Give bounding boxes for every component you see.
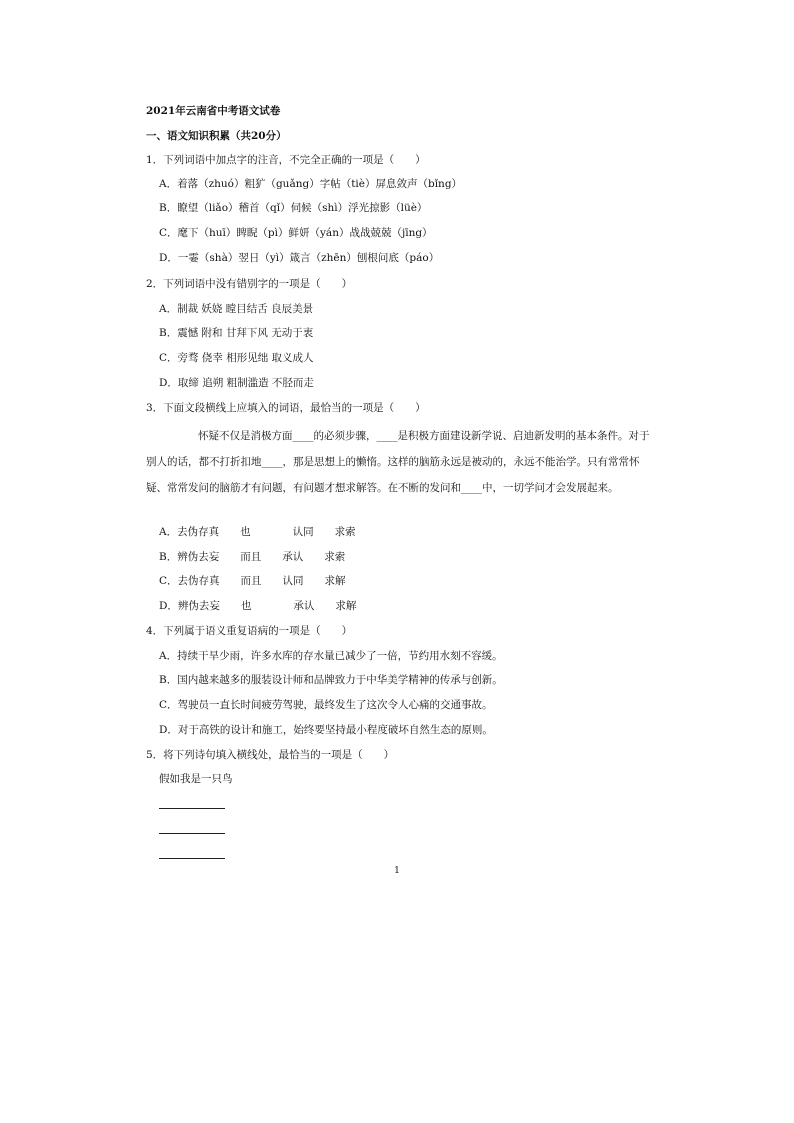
- question-4-option-b: B．国内越来越多的服装设计师和品牌致力于中华美学精神的传承与创新。: [159, 674, 503, 686]
- question-4-stem: 4．下列属于语义重复语病的一项是（ ）: [146, 625, 353, 637]
- question-3-option-d: D．辨伪去妄 也 承认 求解: [159, 600, 357, 612]
- question-2-option-b: B．震憾 附和 甘拜下风 无动于衷: [159, 327, 314, 339]
- question-1-option-a: A．着落（zhuó）粗犷（guǎng）字帖（tiè）屏息敛声（bǐng）: [159, 178, 463, 190]
- question-1-option-b: B．瞭望（liǎo）稽首（qǐ）伺候（shì）浮光掠影（lüè）: [159, 202, 428, 214]
- section-heading: 一、语文知识积累（共20分）: [146, 130, 287, 142]
- question-5-blank-2: [159, 833, 225, 834]
- question-1-stem: 1．下列词语中加点字的注音，不完全正确的一项是（ ）: [146, 154, 426, 166]
- question-2-stem: 2．下列词语中没有错别字的一项是（ ）: [146, 278, 353, 290]
- question-1-option-d: D．一霎（shà）翌日（yì）箴言（zhēn）刨根问底（páo）: [159, 252, 440, 264]
- question-3-stem: 3．下面文段横线上应填入的词语，最恰当的一项是（ ）: [146, 402, 426, 414]
- question-3-option-b: B．辨伪去妄 而且 承认 求索: [159, 551, 346, 563]
- exam-title: 2021年云南省中考语文试卷: [146, 105, 281, 117]
- question-5-poem-line: 假如我是一只鸟: [159, 773, 233, 785]
- question-4-option-d: D．对于高铁的设计和施工，始终要坚持最小程度破坏自然生态的原则。: [159, 724, 493, 736]
- page-number: 1: [394, 866, 400, 876]
- question-4-option-c: C．驾驶员一直长时间疲劳驾驶，最终发生了这次令人心痛的交通事故。: [159, 699, 493, 711]
- question-3-passage: 怀疑不仅是消极方面____的必须步骤，____是积极方面建设新学说、启迪新发明的基本条件。对于别人的话，都不打折扣地____，那是思想上的懒惰。这样的脑筋永远是被动的，永远不能治学。只有常常怀疑、常常发问的脑筋才有问题，有问题才想求解答。在不断的发问和____中，一切学问才会发展起来。: [146, 430, 650, 494]
- question-2-option-c: C．旁骛 侥幸 相形见绌 取义成人: [159, 352, 314, 364]
- question-4-option-a: A．持续干旱少雨，许多水库的存水量已减少了一倍，节约用水刻不容缓。: [159, 650, 503, 662]
- question-2-option-a: A．制裁 妖娆 瞠目结舌 良辰美景: [159, 303, 314, 315]
- question-3-option-c: C．去伪存真 而且 认同 求解: [159, 575, 346, 587]
- question-5-blank-3: [159, 858, 225, 859]
- question-5-blank-1: [159, 808, 225, 809]
- question-1-option-c: C．麾下（huī）睥睨（pì）鲜妍（yán）战战兢兢（jīng）: [159, 227, 433, 239]
- question-3-option-a: A．去伪存真 也 认同 求索: [159, 526, 356, 538]
- question-5-stem: 5．将下列诗句填入横线处，最恰当的一项是（ ）: [146, 749, 395, 761]
- question-2-option-d: D．取缔 追朔 粗制滥造 不胫而走: [159, 377, 314, 389]
